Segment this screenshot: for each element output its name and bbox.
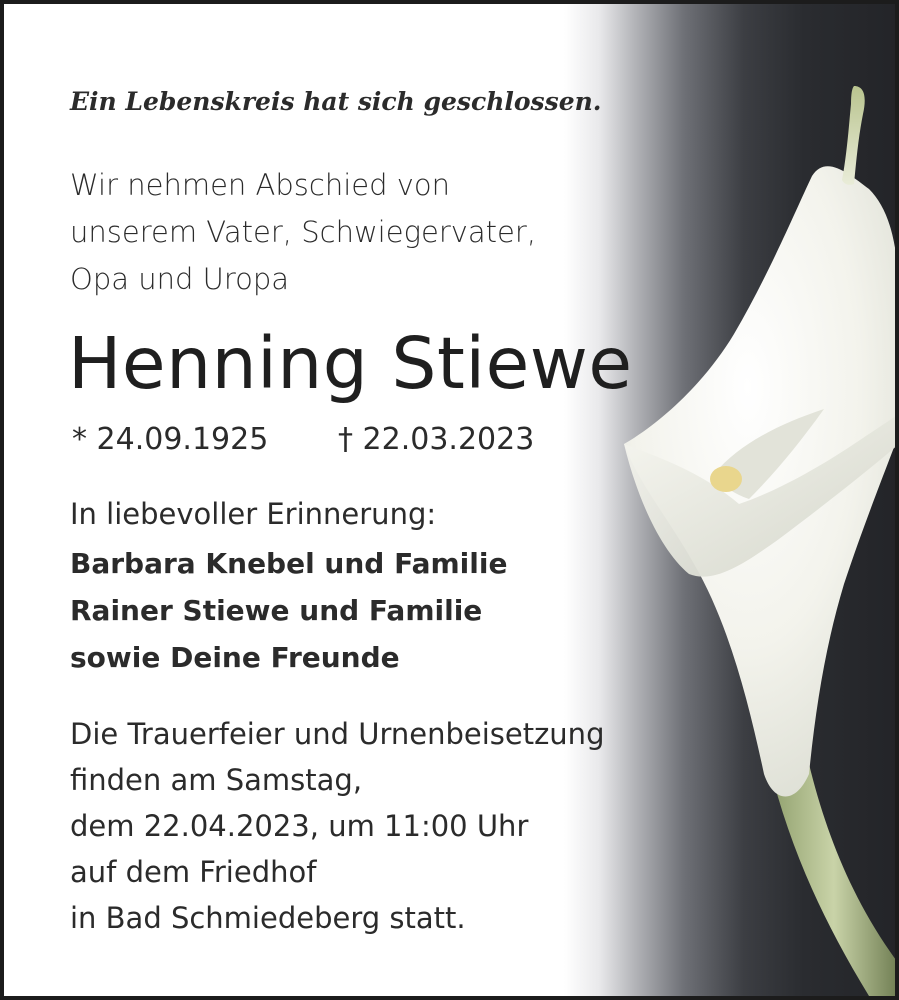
mourners-list xyxy=(70,540,507,681)
intro-line: Opa und Uropa xyxy=(70,262,290,296)
calla-lily-image xyxy=(564,4,899,996)
ceremony-line: auf dem Friedhof xyxy=(70,855,317,889)
mourner-line: Barbara Knebel und Familie xyxy=(70,547,508,580)
intro-line: unserem Vater, Schwiegervater, xyxy=(70,215,537,249)
birth-date: * 24.09.1925 xyxy=(72,422,269,457)
death-date: † 22.03.2023 xyxy=(338,422,535,457)
ceremony-line: dem 22.04.2023, um 11:00 Uhr xyxy=(70,809,529,843)
ceremony-line: in Bad Schmiedeberg statt. xyxy=(70,901,466,935)
intro-line: Wir nehmen Abschied von xyxy=(70,168,451,202)
mourner-line: sowie Deine Freunde xyxy=(70,641,400,674)
intro-text xyxy=(70,162,536,303)
ceremony-line: Die Trauerfeier und Urnenbeisetzung xyxy=(70,717,605,751)
memory-label: In liebevoller Erinnerung: xyxy=(70,497,437,531)
mourner-line: Rainer Stiewe und Familie xyxy=(70,594,483,627)
ceremony-details xyxy=(70,711,604,941)
motto: Ein Lebenskreis hat sich geschlossen. xyxy=(70,87,602,116)
ceremony-line: finden am Samstag, xyxy=(70,763,363,797)
deceased-name: Henning Stiewe xyxy=(68,322,633,405)
